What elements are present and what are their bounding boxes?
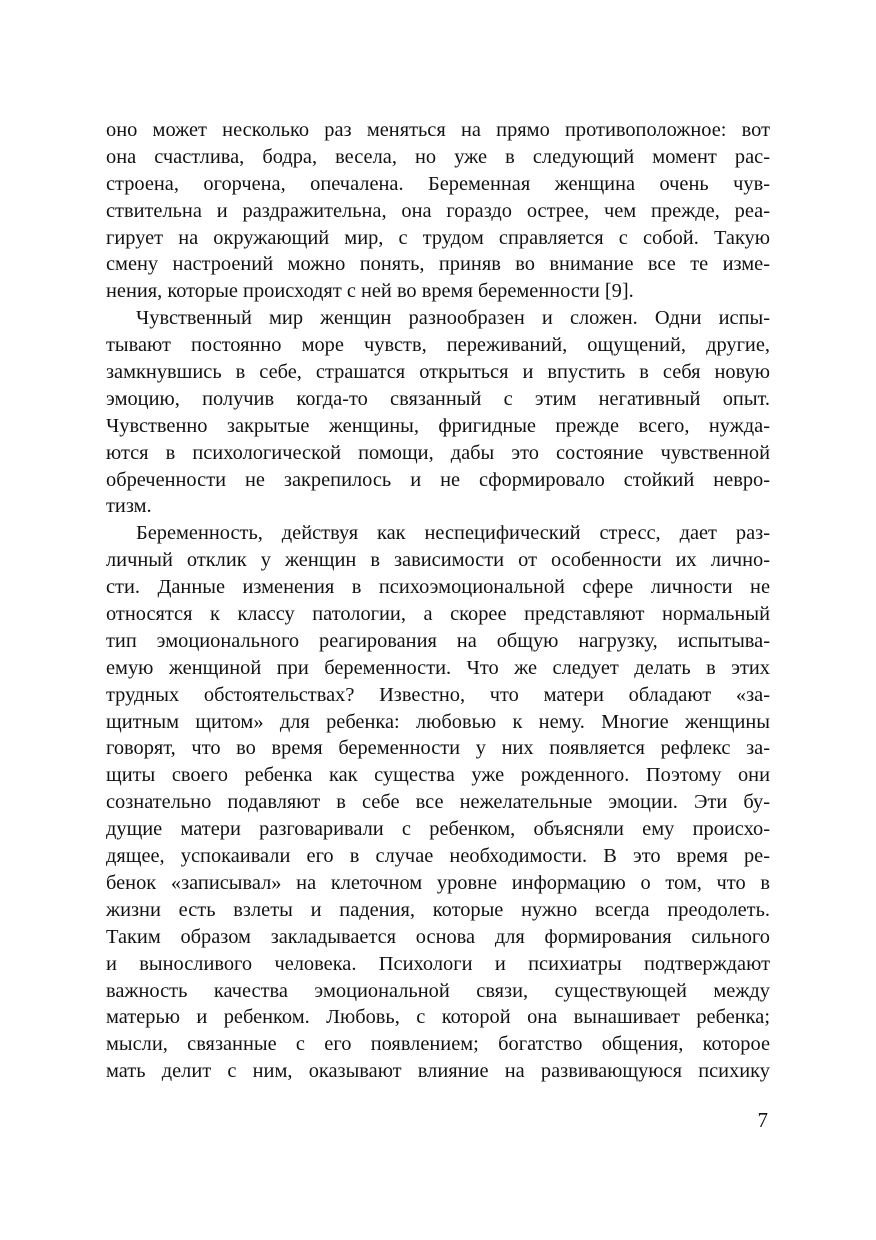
text-line: Таким образом закладывается основа для формирования сильного bbox=[106, 925, 770, 948]
text-line: и выносливого человека. Психологи и психиатры подтверждают bbox=[106, 952, 770, 975]
text-line: обреченности не закрепилось и не сформировало стойкий невро- bbox=[106, 468, 770, 491]
text-line: тип эмоционального реагирования на общую нагрузку, испытыва- bbox=[106, 629, 770, 652]
text-line: замкнувшись в себе, страшатся открыться и впустить в себя новую bbox=[106, 361, 770, 384]
text-line: она счастлива, бодра, весела, но уже в следующий момент рас- bbox=[106, 145, 770, 168]
text-line: оно может несколько раз меняться на прямо противоположное: вот bbox=[106, 119, 770, 141]
text-line: эмоцию, получив когда-то связанный с этим негативный опыт. bbox=[106, 387, 770, 410]
paragraph-end-line: тизм. bbox=[106, 495, 152, 518]
text-line: ствительна и раздражительна, она гораздо острее, чем прежде, реа- bbox=[106, 199, 770, 222]
text-line: смену настроений можно понять, приняв во внимание все те изме- bbox=[106, 253, 770, 276]
text-line: емую женщиной при беременности. Что же следует делать в этих bbox=[106, 656, 770, 679]
page-number: 7 bbox=[757, 1108, 768, 1132]
text-line: трудных обстоятельствах? Известно, что матери обладают «за- bbox=[106, 683, 770, 706]
text-line: жизни есть взлеты и падения, которые нужно всегда преодолеть. bbox=[106, 898, 770, 921]
text-line: Чувственно закрытые женщины, фригидные прежде всего, нужда- bbox=[106, 414, 770, 437]
text-line: гирует на окружающий мир, с трудом справляется с собой. Такую bbox=[106, 226, 770, 249]
text-line: сознательно подавляют в себе все нежелательные эмоции. Эти бу- bbox=[106, 791, 770, 814]
text-line: ются в психологической помощи, дабы это состояние чувственной bbox=[106, 441, 770, 464]
text-line: дущие матери разговаривали с ребенком, объясняли ему происхо- bbox=[106, 818, 770, 841]
text-line: мысли, связанные с его появлением; богатство общения, которое bbox=[106, 1033, 770, 1056]
text-line: мать делит с ним, оказывают влияние на развивающуюся психику bbox=[106, 1060, 770, 1083]
text-line: относятся к классу патологии, а скорее представляют нормальный bbox=[106, 603, 770, 626]
paragraph-end-line: нения, которые происходят с ней во время беременности [9]. bbox=[106, 280, 634, 303]
body-text bbox=[106, 117, 770, 1085]
text-line: важность качества эмоциональной связи, существующей между bbox=[106, 979, 770, 1002]
text-line: тывают постоянно море чувств, переживаний, ощущений, другие, bbox=[106, 334, 770, 357]
text-line: личный отклик у женщин в зависимости от особенности их лично- bbox=[106, 549, 770, 572]
paragraph-start-line: Чувственный мир женщин разнообразен и сложен. Одни испы- bbox=[136, 307, 770, 330]
text-line: бенок «записывал» на клеточном уровне информацию о том, что в bbox=[106, 871, 770, 894]
text-line: говорят, что во время беременности у них появляется рефлекс за- bbox=[106, 737, 770, 760]
text-line: сти. Данные изменения в психоэмоциональной сфере личности не bbox=[106, 576, 770, 599]
text-line: матерью и ребенком. Любовь, с которой она вынашивает ребенка; bbox=[106, 1006, 770, 1029]
text-line: строена, огорчена, опечалена. Беременная женщина очень чув- bbox=[106, 172, 770, 195]
text-line: щиты своего ребенка как существа уже рожденного. Поэтому они bbox=[106, 764, 770, 787]
text-line: щитным щитом» для ребенка: любовью к нему. Многие женщины bbox=[106, 710, 770, 733]
text-line: дящее, успокаивали его в случае необходимости. В это время ре- bbox=[106, 845, 770, 868]
paragraph-start-line: Беременность, действуя как неспецифический стресс, дает раз- bbox=[136, 522, 770, 545]
